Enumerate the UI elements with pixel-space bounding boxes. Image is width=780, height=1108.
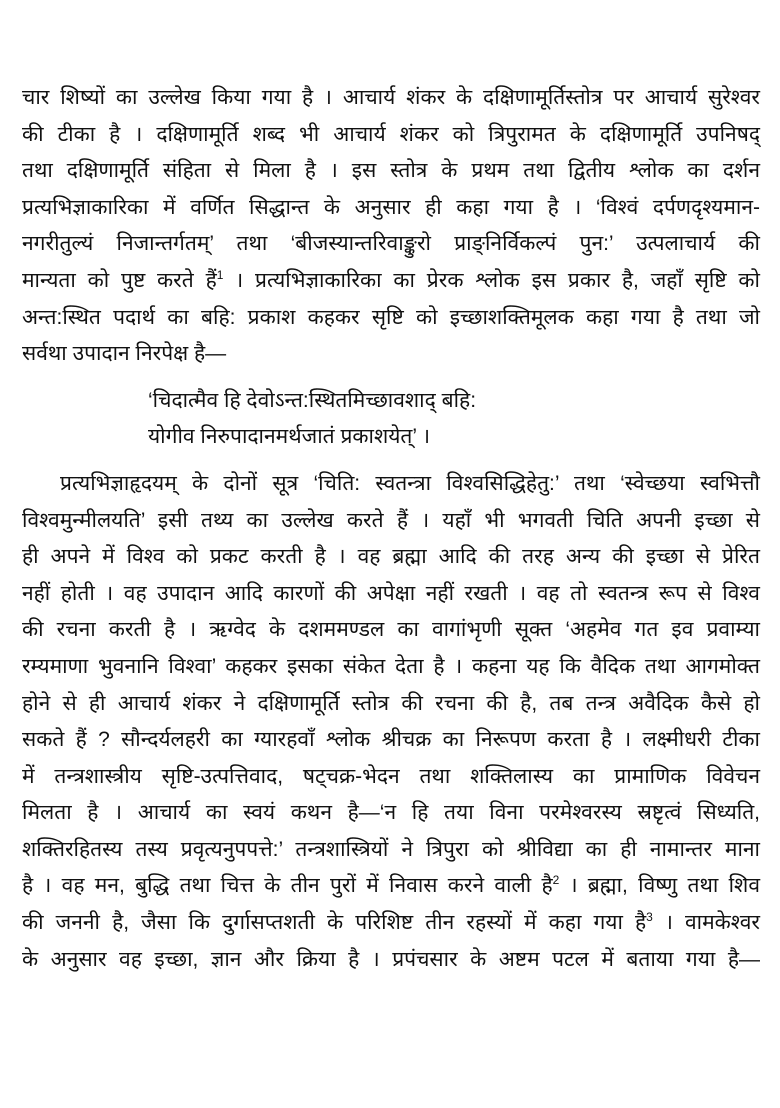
text-line [22, 300, 760, 337]
text-line [22, 226, 760, 263]
text-segment: नगरीतुल्यं निजान्तर्गतम्’ तथा ‘बीजस्यान्तरिवाङ्कुरो प्राङ्निर्विकल्पं पुन:’ उत्पलाचार्य की [22, 232, 760, 256]
text-segment: की टीका है । दक्षिणामूर्ति शब्द भी आचार्य शंकर को त्रिपुरामत के दक्षिणामूर्ति उपनिषद् [22, 122, 760, 146]
text-segment: में तन्त्रशास्त्रीय सृष्टि-उत्पत्तिवाद, षट्चक्र-भेदन तथा शक्तिलास्य का प्रामाणिक विवेचन [22, 764, 760, 788]
text-segment: नहीं होती । वह उपादान आदि कारणों की अपेक्षा नहीं रखती । वह तो स्वतन्त्र रूप से विश्व [22, 581, 760, 605]
text-segment: चार शिष्यों का उल्लेख किया गया है । आचार्य शंकर के दक्षिणामूर्तिस्तोत्र पर आचार्य सुरेश्वर [22, 86, 760, 109]
text-segment: के अनुसार वह इच्छा, ज्ञान और क्रिया है । प्रपंचसार के अष्टम पटल में बताया गया है— [22, 947, 760, 971]
text-line [22, 868, 760, 905]
text-segment: विश्वमुन्मीलयति’ इसी तथ्य का उल्लेख करते हैं । यहाँ भी भगवती चिति अपनी इच्छा से [22, 508, 760, 532]
text-line [22, 80, 760, 117]
text-line [22, 153, 760, 190]
footnote-marker: 1 [216, 267, 224, 282]
text-segment: मिलता है । आचार्य का स्वयं कथन है—‘न हि तया विना परमेश्वरस्य स्रष्टृत्वं सिध्यति, [22, 801, 760, 825]
text-line [22, 466, 760, 503]
text-line [22, 795, 760, 832]
text-segment: सकते हैं ? सौन्दर्यलहरी का ग्यारहवाँ श्लोक श्रीचक्र का निरूपण करता है । लक्ष्मीधरी टीका [22, 728, 760, 752]
text-segment: । प्रत्यभिज्ञाकारिका का प्रेरक श्लोक इस प्रकार है, जहाँ सृष्टि को [223, 268, 761, 292]
text-line [22, 832, 760, 869]
text-segment: । ब्रह्मा, विष्णु तथा शिव [559, 874, 761, 898]
text-segment: अन्त:स्थित पदार्थ का बहि: प्रकाश कहकर सृष्टि को इच्छाशक्तिमूलक कहा गया है तथा जो [22, 305, 760, 329]
text-line [22, 503, 760, 540]
text-line [22, 942, 760, 979]
text-segment: योगीव निरुपादानमर्थजातं प्रकाशयेत्’ । [148, 425, 431, 449]
text-segment: मान्यता को पुष्ट करते हैं [22, 268, 217, 292]
footnote-marker: 3 [646, 910, 653, 925]
text-segment: है । वह मन, बुद्धि तथा चित्त के तीन पुरों में निवास करने वाली है [22, 874, 553, 898]
text-line [22, 539, 760, 576]
text-line [22, 117, 760, 154]
text-line [22, 905, 760, 942]
text-line [22, 722, 760, 759]
text-segment: सर्वथा उपादान निरपेक्ष है— [22, 342, 227, 366]
text-line [22, 336, 760, 373]
text-segment: रम्यमाणा भुवनानि विश्वा’ कहकर इसका संकेत देता है । कहना यह कि वैदिक तथा आगमोक्त [22, 654, 760, 678]
text-segment: प्रत्यभिज्ञाहृदयम् के दोनों सूत्र ‘चिति: स्वतन्त्रा विश्वसिद्धिहेतु:’ तथा ‘स्वेच्छया स्वभित्तौ [60, 471, 760, 495]
text-segment: ही अपने में विश्व को प्रकट करती है । वह ब्रह्मा आदि की तरह अन्य की इच्छा से प्रेरित [22, 545, 760, 569]
text-segment: की जननी है, जैसा कि दुर्गासप्तशती के परिशिष्ट तीन रहस्यों में कहा गया है [22, 911, 647, 935]
text-segment: तथा दक्षिणामूर्ति संहिता से मिला है । इस स्तोत्र के प्रथम तथा द्वितीय श्लोक का दर्शन [22, 159, 760, 183]
footnote-marker: 2 [552, 873, 560, 888]
text-line [22, 576, 760, 613]
text-segment: । वामकेश्वर [652, 911, 760, 935]
text-line [22, 190, 760, 227]
text-segment: होने से ही आचार्य शंकर ने दक्षिणामूर्ति स्तोत्र की रचना की है, तब तन्त्र अवैदिक कैसे हो [22, 691, 760, 715]
text-segment: शक्तिरहितस्य तस्य प्रवृत्यनुपपत्ते:’ तन्त्रशास्त्रियों ने त्रिपुरा को श्रीविद्या का ही नामान्तर माना [22, 837, 760, 861]
text-segment: ‘चिदात्मैव हि देवोऽन्त:स्थितमिच्छावशाद् बहि: [148, 388, 477, 412]
verse-line [22, 419, 760, 456]
text-line [22, 263, 760, 300]
text-line [22, 759, 760, 796]
text-segment: की रचना करती है । ऋग्वेद के दशममण्डल का वागांभृणी सूक्त ‘अहमेव गत इव प्रवाम्या [22, 618, 760, 642]
text-line [22, 649, 760, 686]
text-segment: प्रत्यभिज्ञाकारिका में वर्णित सिद्धान्त के अनुसार ही कहा गया है । ‘विश्वं दर्पणदृश्यमान- [22, 195, 760, 219]
text-line [22, 612, 760, 649]
text-line [22, 686, 760, 723]
verse-line [22, 383, 760, 420]
document-page [22, 80, 760, 978]
